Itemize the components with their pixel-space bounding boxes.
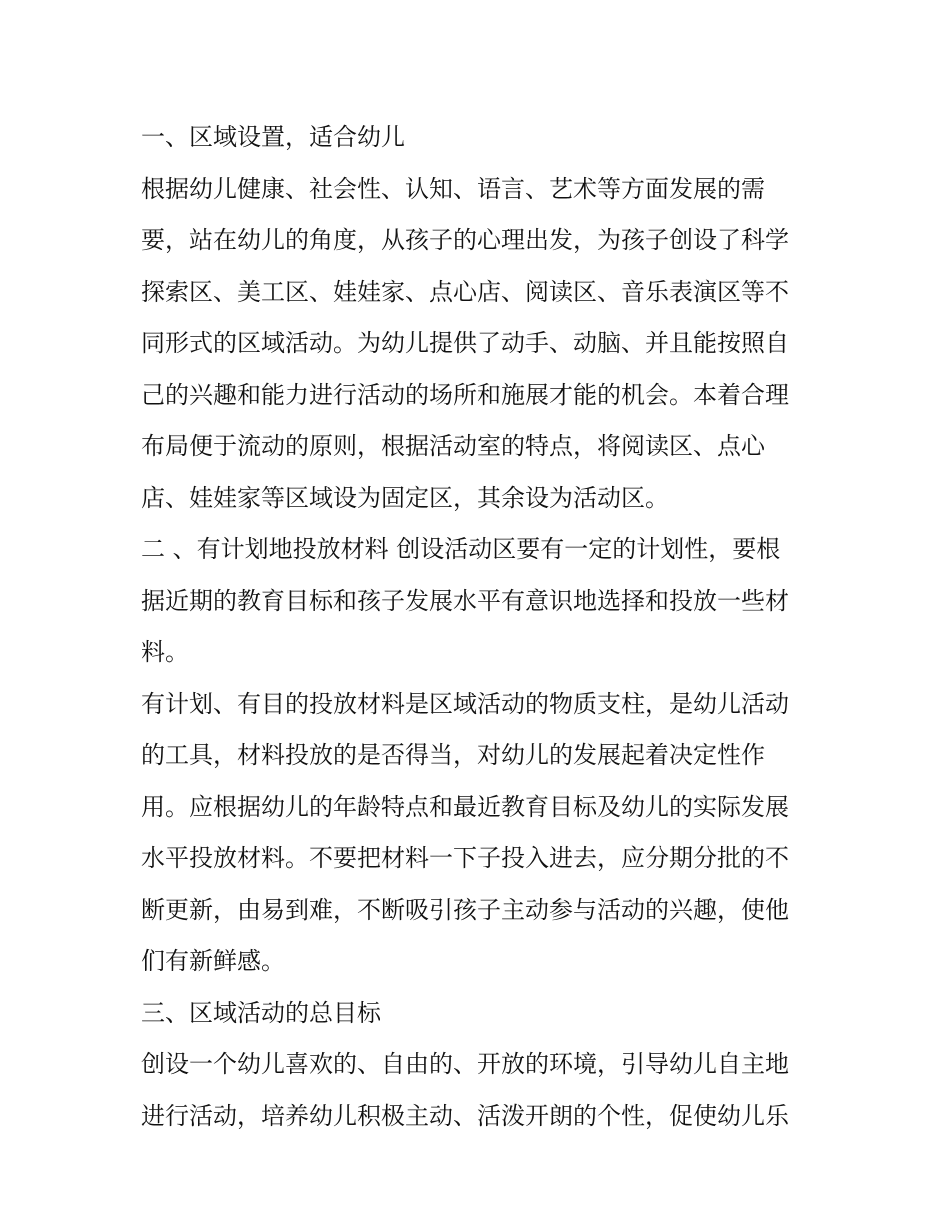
paragraph-line: 用。应根据幼儿的年龄特点和最近教育目标及幼儿的实际发展 (141, 792, 789, 821)
paragraph-line: 们有新鲜感。 (141, 947, 285, 975)
paragraph-line: 断更新，由易到难，不断吸引孩子主动参与活动的兴趣，使他 (141, 895, 789, 924)
paragraph-line: 据近期的教育目标和孩子发展水平有意识地选择和投放一些材 (141, 586, 789, 615)
paragraph-line: 店、娃娃家等区域设为固定区，其余设为活动区。 (141, 483, 669, 512)
paragraph-line: 创设一个幼儿喜欢的、自由的、开放的环境，引导幼儿自主地 (141, 1050, 789, 1078)
paragraph-line: 同形式的区域活动。为幼儿提供了动手、动脑、并且能按照自 (141, 329, 789, 357)
paragraph-line: 根据幼儿健康、社会性、认知、语言、艺术等方面发展的需 (141, 174, 765, 203)
paragraph-line: 探索区、美工区、娃娃家、点心店、阅读区、音乐表演区等不 (141, 277, 789, 306)
section-heading-2: 二 、有计划地投放材料 创设活动区要有一定的计划性，要根 (141, 535, 781, 563)
section-heading-3: 三、区域活动的总目标 (141, 998, 381, 1027)
paragraph-line: 料。 (141, 638, 189, 666)
paragraph-line: 进行活动，培养幼儿积极主动、活泼开朗的个性，促使幼儿乐 (141, 1101, 789, 1130)
document-body (141, 112, 813, 1142)
paragraph-line: 水平投放材料。不要把材料一下子投入进去，应分期分批的不 (141, 844, 789, 872)
paragraph-line: 己的兴趣和能力进行活动的场所和施展才能的机会。本着合理 (141, 380, 789, 409)
section-heading-1: 一、区域设置，适合幼儿 (141, 123, 405, 151)
paragraph-line: 有计划、有目的投放材料是区域活动的物质支柱，是幼儿活动 (141, 689, 789, 718)
paragraph-line: 的工具，材料投放的是否得当，对幼儿的发展起着决定性作 (141, 741, 765, 769)
paragraph-line: 布局便于流动的原则，根据活动室的特点，将阅读区、点心 (141, 432, 765, 460)
paragraph-line: 要，站在幼儿的角度，从孩子的心理出发，为孩子创设了科学 (141, 226, 789, 254)
